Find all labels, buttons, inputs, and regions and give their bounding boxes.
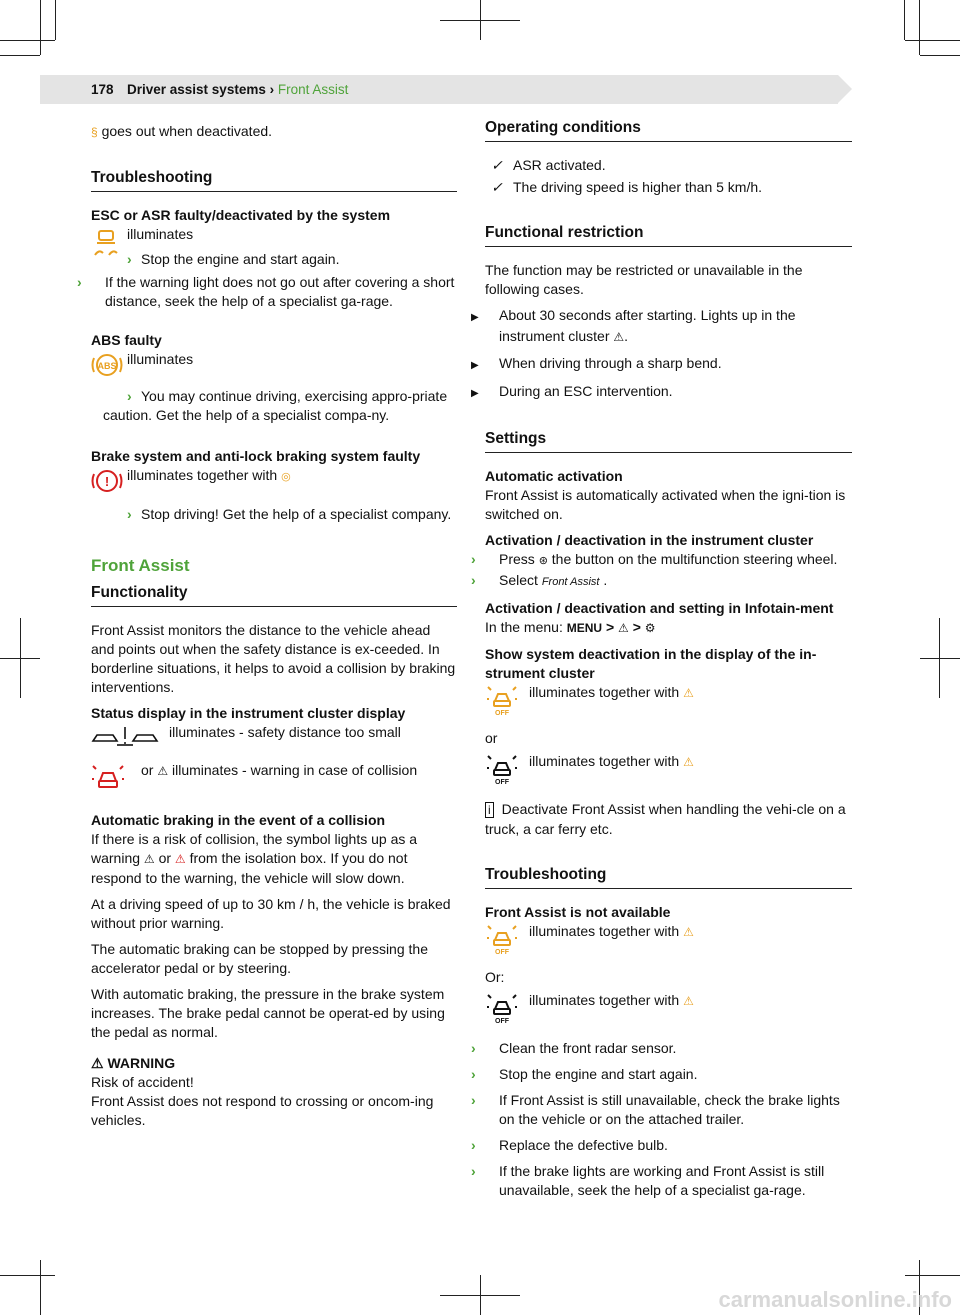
- triangle-bullet-icon: ▶: [471, 360, 479, 371]
- deact-line: goes out when deactivated.: [101, 123, 273, 139]
- show-deact-1: illuminates together with: [529, 684, 680, 700]
- restriction-heading: Functional restriction: [485, 223, 852, 247]
- warning-line-2: Front Assist does not respond to crossing or oncom-ing vehicles.: [91, 1093, 434, 1128]
- chevron-icon: ›: [471, 1092, 476, 1108]
- front-assist-off-orange-icon: [485, 683, 519, 722]
- note-icon: i: [485, 802, 494, 818]
- warning-box: [91, 1054, 457, 1130]
- na-1: illuminates together with: [529, 923, 680, 939]
- status-row-1: [91, 723, 457, 753]
- abs-small-icon: ◎: [281, 471, 291, 483]
- or-1: or: [485, 730, 498, 746]
- crop-mark: [0, 40, 55, 41]
- brake-row: [91, 466, 457, 524]
- chevron-icon: ›: [127, 251, 132, 267]
- esc-row: [91, 225, 457, 269]
- abs-step: You may continue driving, exercising appro-priate caution. Get the help of a specialist compa-ny.: [103, 388, 448, 423]
- crop-mark: [480, 1275, 481, 1315]
- settings-heading: Settings: [485, 429, 852, 453]
- collision-warning-icon: [91, 761, 125, 798]
- auto-brake-p1a: If there is a risk of collision, the symbol lights up as a warning: [91, 831, 418, 866]
- off-label: OFF: [495, 1018, 509, 1025]
- act-cluster-1b: the button on the multifunction steering wheel.: [551, 551, 838, 567]
- status-2-or: or: [141, 762, 154, 778]
- crop-mark: [40, 0, 41, 55]
- svg-text:!: !: [104, 474, 110, 489]
- crop-mark: [20, 618, 21, 698]
- auto-brake-p1b: from the isolation box. If you do not respond to the warning, the vehicle will slow down.: [91, 850, 408, 886]
- car-warning-small-icon: ⚠: [613, 330, 625, 344]
- note-text: Deactivate Front Assist when handling the vehi-cle on a truck, a car ferry etc.: [485, 801, 846, 837]
- car-warning-small-icon: ⚠: [143, 852, 155, 866]
- warning-title: WARNING: [107, 1055, 176, 1071]
- front-assist-heading: Front Assist: [91, 556, 190, 575]
- chevron-icon: ›: [471, 572, 476, 588]
- triangle-bullet-icon: ▶: [471, 388, 479, 399]
- act-info-text: In the menu:: [485, 619, 563, 635]
- svg-text:ABS: ABS: [97, 361, 117, 371]
- auto-brake-p1-or: or: [158, 850, 172, 866]
- chevron-icon: ›: [471, 1040, 476, 1056]
- warning-triangle-orange-icon: ⚠: [683, 755, 694, 769]
- menu-sep: >: [605, 619, 615, 635]
- restr-3: During an ESC intervention.: [499, 383, 673, 399]
- left-column: [77, 118, 457, 1130]
- act-cluster-menu-item: Front Assist: [541, 576, 600, 588]
- car-settings-icon: ⚙: [644, 621, 656, 635]
- breadcrumb-section: Driver assist systems: [127, 82, 266, 97]
- op-2: The driving speed is higher than 5 km/h.: [513, 179, 763, 195]
- crop-mark: [0, 55, 40, 56]
- show-deact-row-2: [485, 752, 852, 792]
- chevron-icon: ›: [77, 274, 82, 290]
- car-warning-small-icon: ⚠: [157, 764, 169, 778]
- car-warning-small-icon: ⚠: [618, 621, 629, 635]
- auto-act-text: Front Assist is automatically activated when the igni-tion is switched on.: [485, 487, 846, 522]
- troubleshooting-heading: Troubleshooting: [91, 168, 457, 192]
- op-1: ASR activated.: [513, 157, 606, 173]
- off-label: OFF: [495, 949, 509, 956]
- breadcrumb: [127, 82, 348, 97]
- auto-brake-p2: At a driving speed of up to 30 km / h, the vehicle is braked without prior warning.: [91, 896, 451, 931]
- auto-brake-title: Automatic braking in the event of a collision: [91, 812, 386, 828]
- esc-warning-icon: [91, 225, 121, 264]
- brake-step: Stop driving! Get the help of a specialist company.: [141, 506, 452, 522]
- auto-brake-p3: The automatic braking can be stopped by pressing the accelerator pedal or by steering.: [91, 941, 428, 976]
- chevron-icon: ›: [127, 388, 132, 404]
- or-2: Or:: [485, 969, 505, 985]
- menu-label: MENU: [566, 621, 603, 635]
- act-cluster-2a: Select: [499, 572, 538, 588]
- na-row-2: [485, 991, 852, 1031]
- off-label: OFF: [495, 779, 509, 786]
- esc-step-1: Stop the engine and start again.: [141, 251, 340, 267]
- crop-mark: [0, 1275, 55, 1276]
- front-assist-off-icon: [485, 752, 519, 791]
- triangle-bullet-icon: ▶: [471, 312, 479, 323]
- auto-brake-p1: [91, 830, 457, 888]
- esc-step-2: If the warning light does not go out after covering a short distance, seek the help of a specialist ga-rage.: [105, 274, 455, 309]
- chevron-icon: ›: [127, 506, 132, 522]
- front-assist-off-icon: [485, 991, 519, 1030]
- na-row-1: [485, 922, 852, 962]
- breadcrumb-current: Front Assist: [277, 82, 349, 97]
- off-label: OFF: [495, 710, 509, 717]
- functionality-para: Front Assist monitors the distance to the vehicle ahead and points out when the safety distance is ex-ceeded. In borderline situations, it helps to avoid a collision by braking interventions.: [91, 622, 456, 695]
- act-cluster-1a: Press: [499, 551, 535, 567]
- ts-1: Clean the front radar sensor.: [499, 1040, 677, 1056]
- chevron-icon: ›: [471, 1137, 476, 1153]
- esc-title: ESC or ASR faulty/deactivated by the system: [91, 207, 391, 223]
- warning-triangle-orange-icon: ⚠: [683, 994, 694, 1008]
- restriction-intro: The function may be restricted or unavailable in the following cases.: [485, 262, 803, 297]
- na-2: illuminates together with: [529, 992, 680, 1008]
- crop-mark: [40, 1260, 41, 1315]
- check-icon: ✓: [491, 179, 503, 195]
- status-2-text: illuminates - warning in case of collision: [172, 762, 418, 778]
- act-cluster-2b: .: [603, 572, 608, 588]
- watermark: carmanualsonline.info: [718, 1287, 952, 1312]
- status-row-2: [91, 761, 457, 795]
- abs-title: ABS faulty: [91, 332, 162, 348]
- crop-mark: [905, 1275, 960, 1276]
- steering-button-icon: ⊛: [538, 555, 548, 567]
- asr-off-icon: §: [91, 125, 98, 139]
- warning-triangle-icon: ⚠: [91, 1055, 104, 1071]
- brake-title: Brake system and anti-lock braking system faulty: [91, 448, 421, 464]
- warning-triangle-orange-icon: ⚠: [683, 686, 694, 700]
- abs-row: [91, 350, 457, 425]
- ts-3: If Front Assist is still unavailable, check the brake lights on the vehicle or on the attached trailer.: [499, 1092, 840, 1127]
- show-deact-2: illuminates together with: [529, 753, 680, 769]
- restr-2: When driving through a sharp bend.: [499, 355, 722, 371]
- operating-heading: Operating conditions: [485, 118, 852, 142]
- front-assist-off-orange-icon: [485, 922, 519, 961]
- abs-illuminates: illuminates: [127, 351, 194, 367]
- collision-small-icon: ⚠: [174, 852, 186, 866]
- esc-illuminates: illuminates: [127, 226, 194, 242]
- crop-mark: [920, 55, 960, 56]
- ts-5: If the brake lights are working and Front Assist is still unavailable, seek the help of a specialist ga-rage.: [499, 1163, 825, 1198]
- act-cluster-title: Activation / deactivation in the instrument cluster: [485, 532, 814, 548]
- crop-mark: [939, 618, 940, 698]
- warning-line-1: Risk of accident!: [91, 1074, 194, 1090]
- check-icon: ✓: [491, 157, 503, 173]
- crop-mark: [905, 40, 960, 41]
- auto-act-title: Automatic activation: [485, 468, 623, 484]
- troubleshooting-heading-right: Troubleshooting: [485, 865, 852, 889]
- restr-1: About 30 seconds after starting. Lights up in the instrument cluster: [499, 307, 796, 344]
- page-header-arrow: [838, 75, 852, 103]
- warning-triangle-orange-icon: ⚠: [683, 925, 694, 939]
- breadcrumb-separator: ›: [269, 82, 275, 97]
- crop-mark: [480, 0, 481, 40]
- brake-warning-icon: [91, 466, 123, 501]
- chevron-icon: ›: [471, 551, 476, 567]
- show-deact-title: Show system deactivation in the display of the in-strument cluster: [485, 646, 817, 681]
- chevron-icon: ›: [471, 1163, 476, 1179]
- crop-mark: [919, 0, 920, 55]
- na-title: Front Assist is not available: [485, 904, 671, 920]
- chevron-icon: ›: [471, 1066, 476, 1082]
- page-number: 178: [91, 82, 114, 97]
- status-1-text: illuminates - safety distance too small: [169, 724, 401, 740]
- show-deact-row-1: [485, 683, 852, 723]
- status-title: Status display in the instrument cluster display: [91, 705, 406, 721]
- auto-brake-p4: With automatic braking, the pressure in the brake system increases. The brake pedal cannot be operat-ed by using the pedal as normal.: [91, 986, 445, 1040]
- crop-mark: [920, 658, 960, 659]
- functionality-heading: Functionality: [91, 583, 457, 607]
- act-info-title: Activation / deactivation and setting in Infotain-ment: [485, 600, 834, 616]
- ts-2: Stop the engine and start again.: [499, 1066, 698, 1082]
- crop-mark: [904, 0, 905, 40]
- brake-illuminates: illuminates together with: [127, 467, 278, 483]
- right-column: Operating conditions ✓ ASR activated. ✓ The driving speed is higher than 5 km/h. Functional restriction The function may be restricted or unavailable in the following cases. ▶ About 30 seconds after starting. Lights up in the instrument cluster ⚠. ▶ When driving through a sharp bend. ▶ During an ESC intervention. Settings Automatic activation Front Assist is automatically activated when the igni-tion is switched on. Activation / deactivation in the instrument cluster › Press ⊛ the button on the multifunction steering wheel. › Select Front Assist . Activation / deactivation and setting in Infotain-ment In the menu: MENU > ⚠ > ⚙ Show system deactivation in the display of the in-strument cluster OFF illuminates together with ⚠ or OFF illuminates together with ⚠ i Deactivate Front Assist when handling the vehi-cle on a truck, a car ferry etc. Troubleshooting Front Assist is not available OFF illuminates together with ⚠ Or: OFF illuminates together with ⚠ › Clean the front radar sensor. › Stop the engine and start again. › If Front Assist is still unavailable, check the brake lights on the vehicle or on the attached trailer. › Replace the defective bulb. › If the brake lights are working and Front Assist is still unavailable, seek the help of a specialist ga-rage.: [485, 118, 852, 1207]
- crop-mark: [55, 0, 56, 40]
- menu-sep: >: [632, 619, 641, 635]
- distance-warning-icon: [91, 723, 159, 754]
- abs-icon: [91, 350, 123, 385]
- ts-4: Replace the defective bulb.: [499, 1137, 668, 1153]
